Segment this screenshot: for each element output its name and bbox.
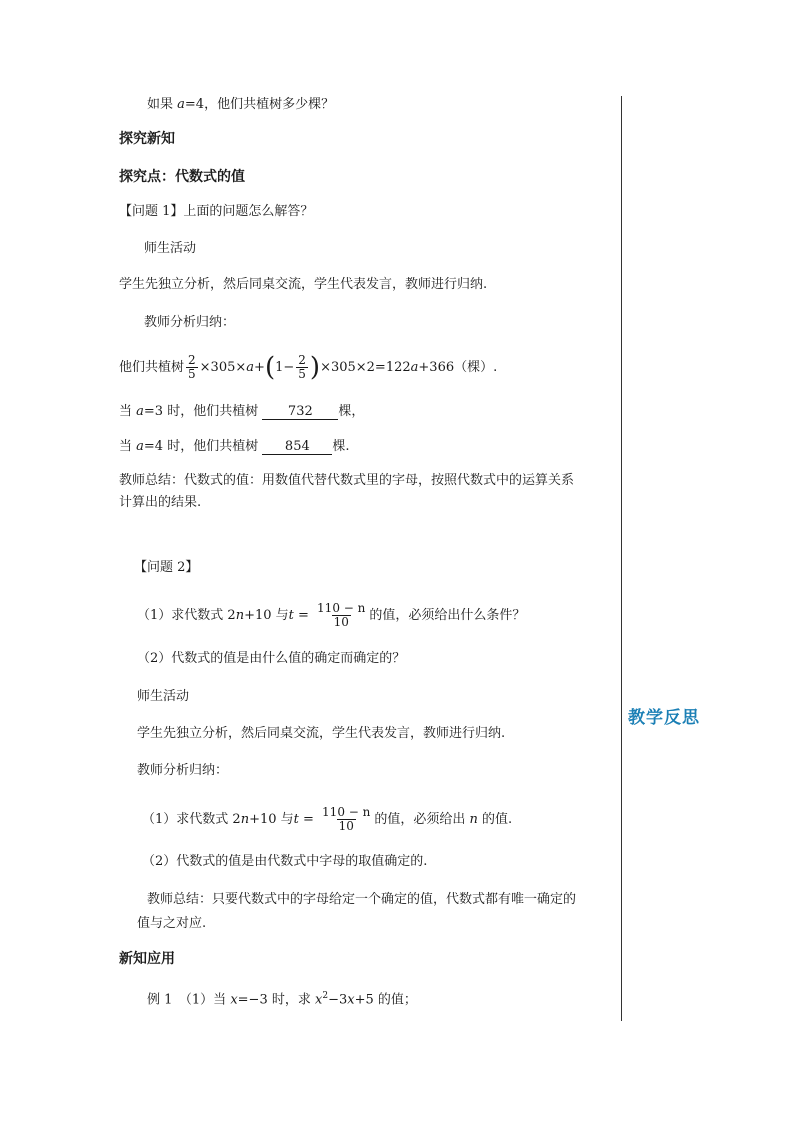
column-divider xyxy=(621,96,622,1021)
analysis-label: 教师分析归纳： xyxy=(144,315,236,330)
answer-a4: 当 a=4 时，他们共植树 854 棵. xyxy=(119,439,350,454)
study-note: 学生先独立分析，然后同桌交流，学生代表发言，教师进行归纳. xyxy=(119,277,488,292)
question-line: 如果 a=4，他们共植树多少棵？ xyxy=(147,97,335,112)
heading-explore-point: 探究点：代数式的值 xyxy=(119,169,245,185)
fraction-two-fifths: $\frac{2}{5}$ xyxy=(298,353,306,381)
problem-2: 【问题 2】 xyxy=(134,560,199,575)
activity-label: 师生活动 xyxy=(137,689,190,704)
fraction-expression: $\frac{110 - n}{10}$ xyxy=(322,805,371,833)
problem-1: 【问题 1】上面的问题怎么解答？ xyxy=(119,204,314,219)
teacher-summary-2: 教师总结：只要代数式中的字母给定一个确定的值，代数式都有唯一确定的 xyxy=(147,892,577,907)
teacher-summary-1: 教师总结：代数式的值：用数值代替代数式里的字母，按照代数式中的运算关系 xyxy=(119,473,575,488)
answer-blank: 854 xyxy=(262,440,332,455)
activity-label: 师生活动 xyxy=(144,241,197,256)
tree-formula: 他们共植树 $\frac{2}{5}$ ×305×a+(1− $\frac{2}{5}$ )×305×2=122a+366（棵）. xyxy=(119,352,498,383)
heading-explore: 探究新知 xyxy=(119,131,175,147)
answer-2-part-1: （1）求代数式 2n+10 与t = $\frac{110 - n}{10}$ 的值，必须给出 n 的值. xyxy=(142,805,513,833)
study-note: 学生先独立分析，然后同桌交流，学生代表发言，教师进行归纳. xyxy=(137,726,506,741)
teaching-reflection-label: 教学反思 xyxy=(628,708,700,728)
answer-blank: 732 xyxy=(262,405,338,420)
problem-2-part-1: （1）求代数式 2n+10 与t = $\frac{110 - n}{10}$ 的值，必须给出什么条件？ xyxy=(137,601,526,629)
fraction-two-fifths: $\frac{2}{5}$ xyxy=(188,353,196,381)
analysis-label: 教师分析归纳： xyxy=(137,763,229,778)
teacher-summary-1-cont: 计算出的结果. xyxy=(119,495,202,510)
problem-2-part-2: （2）代数式的值是由什么值的确定而确定的？ xyxy=(137,651,406,666)
answer-a3: 当 a=3 时，他们共植树 732 棵， xyxy=(119,404,365,419)
teacher-summary-2-cont: 值与之对应. xyxy=(137,916,207,931)
example-1: 例 1 （1）当 x=−3 时，求 $x^2-3x+5$ 的值； xyxy=(147,991,417,1008)
heading-apply: 新知应用 xyxy=(119,951,175,967)
fraction-expression: $\frac{110 - n}{10}$ xyxy=(317,601,366,629)
answer-2-part-2: （2）代数式的值是由代数式中字母的取值确定的. xyxy=(142,854,428,869)
